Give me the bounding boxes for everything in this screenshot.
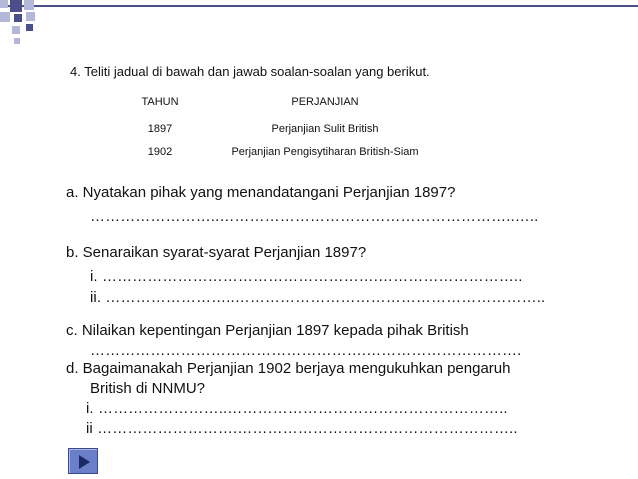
next-slide-button[interactable] — [68, 448, 98, 474]
answer-line-a: ……………………..…………………………………………………..….. — [90, 208, 539, 225]
question-c: c. Nilaikan kepentingan Perjanjian 1897 kepada pihak British — [66, 322, 469, 339]
deco-square — [10, 0, 22, 12]
deco-square — [14, 38, 20, 44]
answer-line-d-i: i. ……………………..……………………………………………….. — [86, 400, 508, 417]
deco-square — [14, 14, 22, 22]
deco-square — [0, 12, 10, 22]
answer-line-c: ……………………………………………….…………………………. — [90, 342, 522, 359]
play-triangle-icon — [69, 449, 99, 475]
table-cell-treaty: Perjanjian Sulit British — [271, 123, 379, 135]
answer-line-b-ii: ii. ……………………..…………………………………………………….. — [90, 289, 546, 306]
table-cell-year: 1897 — [147, 123, 173, 135]
header-year: TAHUN — [141, 96, 179, 108]
table-header-row — [112, 96, 442, 112]
table-row — [112, 146, 442, 162]
question-d-line2: British di NNMU? — [90, 380, 206, 397]
deco-square — [12, 26, 20, 34]
header-rule — [0, 5, 638, 7]
deco-square — [26, 24, 33, 31]
deco-square — [24, 0, 34, 10]
question-a: a. Nyatakan pihak yang menandatangani Perjanjian 1897? — [66, 184, 456, 201]
question-b: b. Senaraikan syarat-syarat Perjanjian 1897? — [66, 244, 367, 261]
table-cell-treaty: Perjanjian Pengisytiharan British-Siam — [231, 146, 419, 158]
answer-line-b-i: i. ……………………………………………….……………………….. — [90, 268, 523, 285]
header-treaty: PERJANJIAN — [291, 96, 359, 108]
table-row — [112, 123, 442, 139]
question-title: 4. Teliti jadual di bawah dan jawab soalan-soalan yang berikut. — [70, 64, 430, 79]
table-cell-year: 1902 — [147, 146, 173, 158]
deco-square — [26, 12, 35, 21]
header-decoration — [0, 0, 638, 60]
answer-line-d-ii: ii ……………………….……………………………………………….. — [86, 420, 518, 437]
deco-square — [0, 0, 8, 8]
question-d-line1: d. Bagaimanakah Perjanjian 1902 berjaya mengukuhkan pengaruh — [66, 360, 511, 377]
